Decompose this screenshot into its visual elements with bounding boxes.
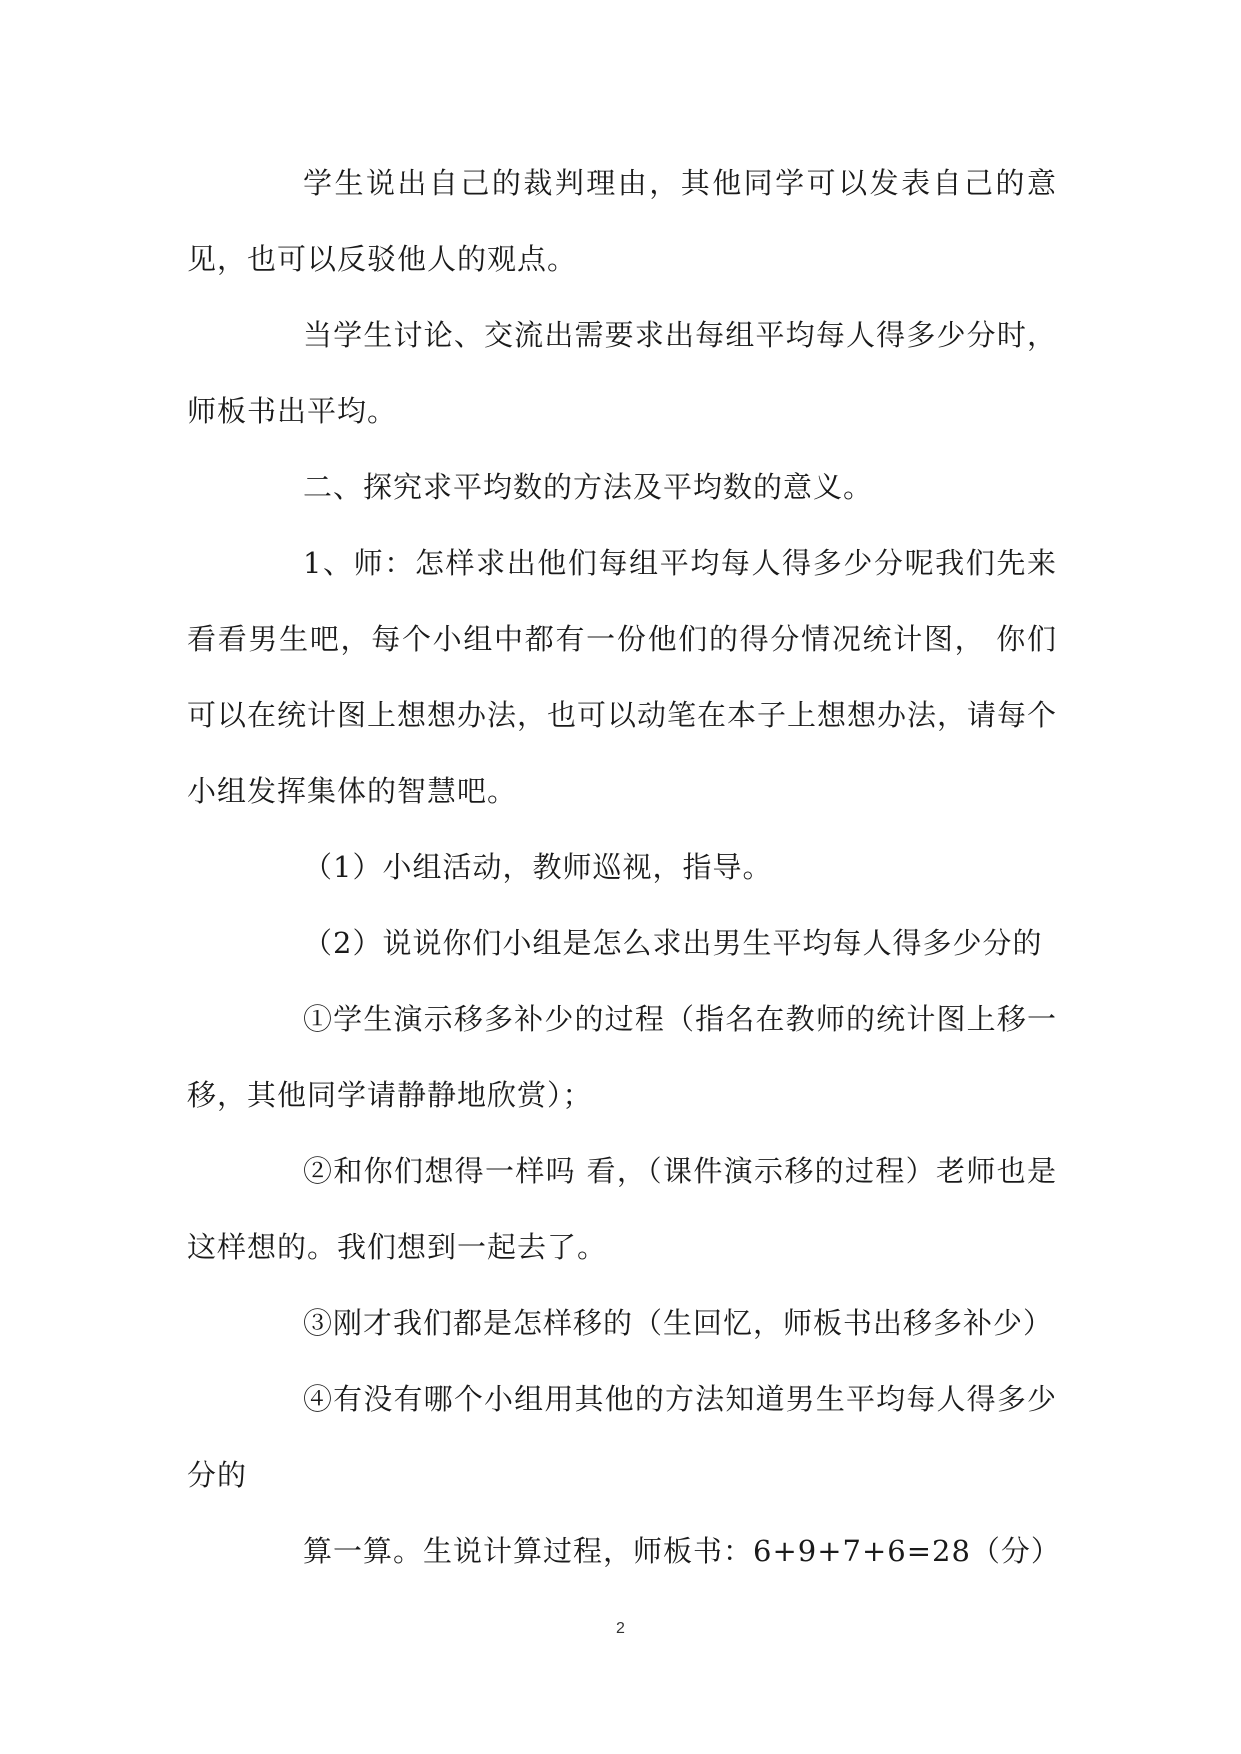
paragraph-average-blackboard: 当学生讨论、交流出需要求出每组平均每人得多少分时，师板书出平均。 <box>187 318 1057 428</box>
page-number: 2 <box>616 1620 625 1637</box>
document-body <box>187 145 1061 1589</box>
paragraph-step-1: ①学生演示移多补少的过程（指名在教师的统计图上移一移，其他同学请静静地欣赏）； <box>187 1002 1057 1112</box>
paragraph-teacher-question: 1、师：怎样求出他们每组平均每人得多少分呢我们先来看看男生吧，每个小组中都有一份他们的得分情况统计图， 你们可以在统计图上想想办法，也可以动笔在本子上想想办法，请每个小组发挥集体的智慧吧。 <box>187 546 1058 808</box>
section-heading-explore-average: 二、探究求平均数的方法及平均数的意义。 <box>303 470 874 504</box>
paragraph-group-activity: （1）小组活动，教师巡视，指导。 <box>303 850 773 884</box>
paragraph-step-4: ④有没有哪个小组用其他的方法知道男生平均每人得多少分的 <box>187 1382 1057 1492</box>
paragraph-step-2: ②和你们想得一样吗 看，（课件演示移的过程）老师也是这样想的。我们想到一起去了。 <box>187 1154 1057 1264</box>
paragraph-calculation: 算一算。生说计算过程，师板书：6+9+7+6=28（分） <box>303 1534 1061 1568</box>
paragraph-step-3: ③刚才我们都是怎样移的（生回忆，师板书出移多补少） <box>303 1306 1054 1340</box>
paragraph-group-explain: （2）说说你们小组是怎么求出男生平均每人得多少分的 <box>303 926 1043 960</box>
paragraph-referee-reasons: 学生说出自己的裁判理由，其他同学可以发表自己的意见，也可以反驳他人的观点。 <box>187 166 1057 276</box>
